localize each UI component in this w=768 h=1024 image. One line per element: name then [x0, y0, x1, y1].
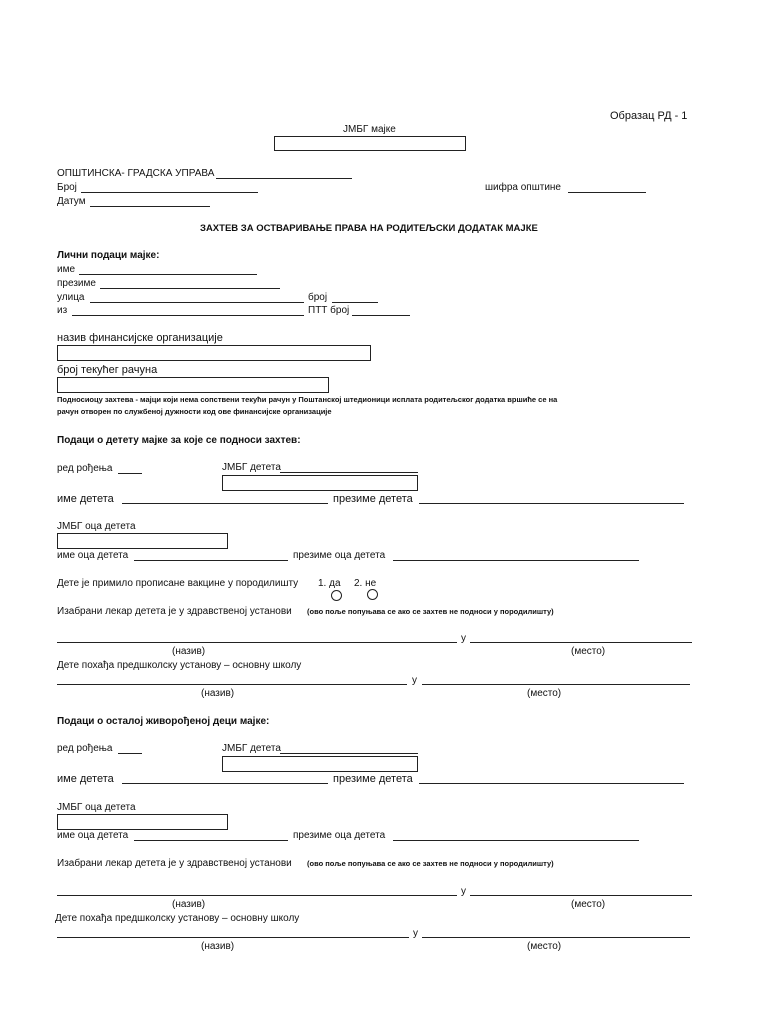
other-birth-order-label: ред рођења: [57, 743, 113, 754]
mother-from-label: из: [57, 305, 68, 316]
child-school-place-field[interactable]: [422, 684, 690, 685]
other-doctor-institution-field[interactable]: [57, 895, 457, 896]
bank-label: назив финансијске организације: [57, 332, 223, 344]
vaccine-no-radio[interactable]: [367, 589, 378, 600]
office-field[interactable]: [216, 178, 352, 179]
account-field[interactable]: [57, 377, 329, 393]
other-school-in-label: у: [413, 928, 418, 939]
mother-postal-field[interactable]: [352, 315, 410, 316]
other-father-name-field[interactable]: [134, 840, 288, 841]
other-school-label: Дете похађа предшколску установу – основну школу: [55, 913, 300, 924]
other-birth-order-field[interactable]: [118, 753, 142, 754]
account-label: број текућег рачуна: [57, 364, 158, 376]
other-jmbg-label: ЈМБГ детета: [222, 743, 281, 754]
other-father-jmbg-field[interactable]: [57, 814, 228, 830]
mother-surname-label: презиме: [57, 278, 96, 289]
vaccine-yes-label: 1. да: [318, 578, 341, 589]
father-jmbg-field[interactable]: [57, 533, 228, 549]
date-label: Датум: [57, 196, 86, 207]
vaccine-label: Дете је примило прописане вакцине у породилишту: [57, 578, 299, 589]
bank-field[interactable]: [57, 345, 371, 361]
child-doctor-name-caption: (назив): [172, 646, 206, 657]
mother-postal-label: ПТТ број: [308, 305, 350, 316]
father-name-label: име оца детета: [57, 550, 129, 561]
child-school-label: Дете похађа предшколску установу – основну школу: [57, 660, 302, 671]
child-school-name-caption: (назив): [201, 688, 235, 699]
municipality-code-label: шифра општине: [485, 182, 561, 193]
municipality-code-field[interactable]: [568, 192, 646, 193]
other-doctor-in-label: у: [461, 886, 466, 897]
other-doctor-note: (ово поље попуњава се ако се захтев не подноси у породилишту): [307, 859, 554, 868]
child-doctor-place-caption: (место): [571, 646, 606, 657]
other-jmbg-field[interactable]: [222, 756, 418, 772]
child-school-place-caption: (место): [527, 688, 562, 699]
child-jmbg-field[interactable]: [222, 475, 418, 491]
other-jmbg-label-underline: [280, 753, 418, 754]
other-father-jmbg-label: ЈМБГ оца детета: [57, 802, 136, 813]
other-school-name-caption: (назив): [201, 941, 235, 952]
child-name-field[interactable]: [122, 503, 328, 504]
child-doctor-in-label: у: [461, 633, 466, 644]
number-field[interactable]: [81, 192, 258, 193]
mother-town-field[interactable]: [72, 315, 304, 316]
child-birth-order-field[interactable]: [118, 473, 142, 474]
other-father-name-label: име оца детета: [57, 830, 129, 841]
mother-house-number-field[interactable]: [332, 302, 378, 303]
father-surname-label: презиме оца детета: [293, 550, 386, 561]
date-field[interactable]: [90, 206, 210, 207]
mother-house-number-label: број: [308, 292, 328, 303]
child-name-label: име детета: [57, 493, 114, 505]
mother-name-label: име: [57, 264, 76, 275]
other-surname-field[interactable]: [419, 783, 684, 784]
document-title: ЗАХТЕВ ЗА ОСТВАРИВАЊЕ ПРАВА НА РОДИТЕЉСКИ ДОДАТАК МАЈКЕ: [200, 223, 538, 234]
other-name-label: име детета: [57, 773, 114, 785]
other-doctor-name-caption: (назив): [172, 899, 206, 910]
other-doctor-label: Изабрани лекар детета је у здравственој установи: [57, 858, 292, 869]
other-father-surname-label: презиме оца детета: [293, 830, 386, 841]
account-note-line2: рачун отворен по службеној дужности код ове финансијске организације: [57, 407, 332, 416]
office-label: ОПШТИНСКА- ГРАДСКА УПРАВА: [57, 168, 215, 179]
child-doctor-institution-field[interactable]: [57, 642, 457, 643]
child-birth-order-label: ред рођења: [57, 463, 113, 474]
child-jmbg-label: ЈМБГ детета: [222, 462, 281, 473]
number-label: Број: [57, 182, 77, 193]
other-father-surname-field[interactable]: [393, 840, 639, 841]
account-note-line1: Подносиоцу захтева - мајци који нема сопствени текући рачун у Поштанској штедионици исплата родитељског додатка вршиће се на: [57, 395, 558, 404]
child-school-field[interactable]: [57, 684, 407, 685]
child-surname-label: презиме детета: [333, 493, 413, 505]
other-surname-label: презиме детета: [333, 773, 413, 785]
other-children-heading: Подаци о осталој живорођеној деци мајке:: [57, 716, 270, 727]
father-name-field[interactable]: [134, 560, 288, 561]
mother-street-field[interactable]: [90, 302, 304, 303]
child-doctor-label: Изабрани лекар детета је у здравственој установи: [57, 606, 292, 617]
father-jmbg-label: ЈМБГ оца детета: [57, 521, 136, 532]
form-code: Образац РД - 1: [610, 110, 688, 122]
mother-surname-field[interactable]: [100, 288, 280, 289]
mother-jmbg-label: ЈМБГ мајке: [343, 124, 396, 135]
other-doctor-place-caption: (место): [571, 899, 606, 910]
child-doctor-place-field[interactable]: [470, 642, 692, 643]
other-name-field[interactable]: [122, 783, 328, 784]
mother-heading: Лични подаци мајке:: [57, 250, 160, 261]
mother-name-field[interactable]: [79, 274, 257, 275]
child-school-in-label: у: [412, 675, 417, 686]
vaccine-no-label: 2. не: [354, 578, 377, 589]
vaccine-yes-radio[interactable]: [331, 590, 342, 601]
child-jmbg-label-underline: [280, 472, 418, 473]
mother-street-label: улица: [57, 292, 85, 303]
other-school-field[interactable]: [57, 937, 409, 938]
child-doctor-note: (ово поље попуњава се ако се захтев не подноси у породилишту): [307, 607, 554, 616]
mother-jmbg-field[interactable]: [274, 136, 466, 151]
father-surname-field[interactable]: [393, 560, 639, 561]
child-surname-field[interactable]: [419, 503, 684, 504]
other-doctor-place-field[interactable]: [470, 895, 692, 896]
other-school-place-caption: (место): [527, 941, 562, 952]
other-school-place-field[interactable]: [422, 937, 690, 938]
child-heading: Подаци о детету мајке за које се подноси захтев:: [57, 435, 301, 446]
